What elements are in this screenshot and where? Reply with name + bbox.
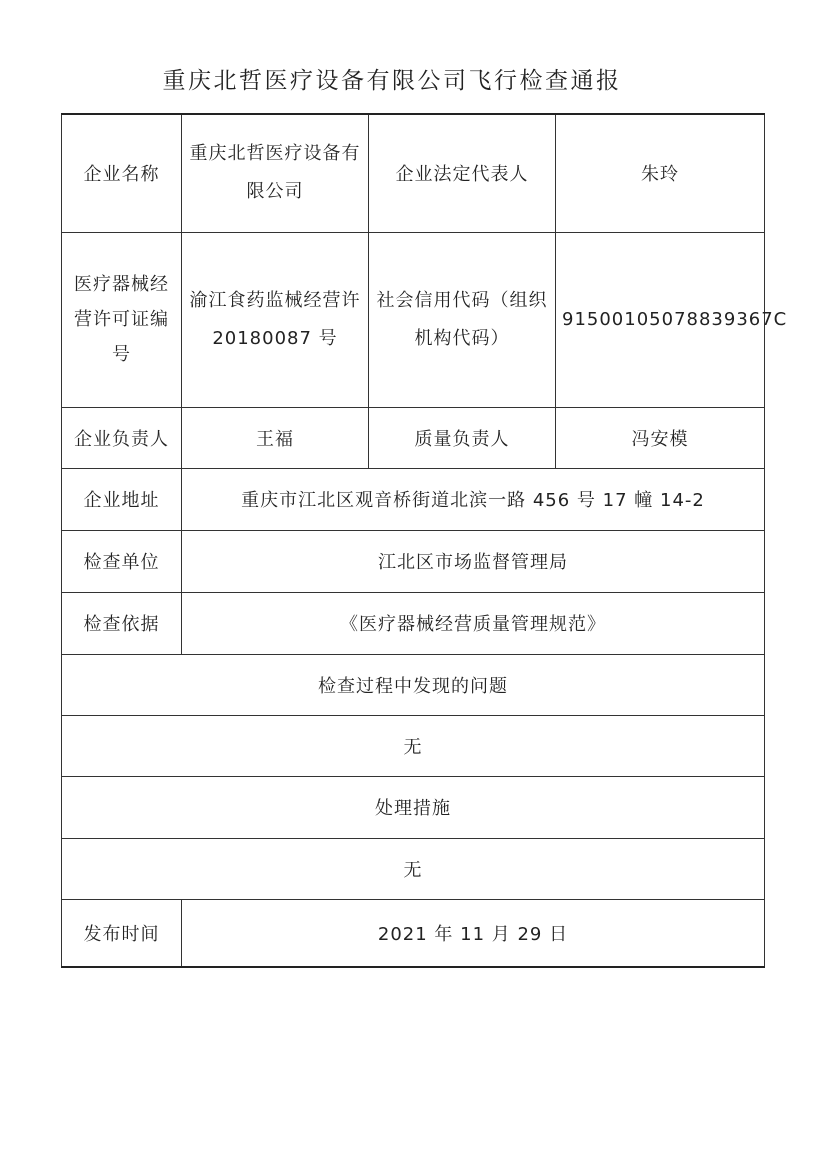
measures-heading: 处理措施	[62, 776, 765, 838]
address-label: 企业地址	[62, 468, 182, 530]
inspection-basis-label: 检查依据	[62, 592, 182, 654]
table-row	[62, 407, 765, 468]
publish-date-label: 发布时间	[62, 899, 182, 967]
responsible-person-label: 企业负责人	[62, 407, 182, 468]
quality-manager-label: 质量负责人	[369, 407, 556, 468]
credit-code-value: 91500105078839367C	[556, 232, 765, 407]
problems-value: 无	[62, 715, 765, 776]
table-row	[62, 776, 765, 838]
table-row	[62, 715, 765, 776]
company-name-label: 企业名称	[62, 114, 182, 232]
address-value: 重庆市江北区观音桥街道北滨一路 456 号 17 幢 14-2	[182, 468, 765, 530]
table-row	[62, 530, 765, 592]
legal-rep-label: 企业法定代表人	[369, 114, 556, 232]
quality-manager-value: 冯安模	[556, 407, 765, 468]
table-row	[62, 468, 765, 530]
problems-heading: 检查过程中发现的问题	[62, 654, 765, 715]
legal-rep-value: 朱玲	[556, 114, 765, 232]
table-row	[62, 232, 765, 407]
responsible-person-value: 王福	[182, 407, 369, 468]
table-row	[62, 114, 765, 232]
measures-value: 无	[62, 838, 765, 899]
table-row	[62, 899, 765, 967]
company-name-value: 重庆北哲医疗设备有限公司	[182, 114, 369, 232]
table-row	[62, 654, 765, 715]
inspection-unit-label: 检查单位	[62, 530, 182, 592]
table-row	[62, 838, 765, 899]
report-table	[61, 113, 788, 968]
publish-date-value: 2021 年 11 月 29 日	[182, 899, 765, 967]
table-row	[62, 592, 765, 654]
license-number-value: 渝江食药监械经营许 20180087 号	[182, 232, 369, 407]
inspection-basis-value: 《医疗器械经营质量管理规范》	[182, 592, 765, 654]
license-number-label: 医疗器械经营许可证编号	[62, 232, 182, 407]
credit-code-label: 社会信用代码（组织机构代码）	[369, 232, 556, 407]
inspection-unit-value: 江北区市场监督管理局	[182, 530, 765, 592]
page-title: 重庆北哲医疗设备有限公司飞行检查通报	[162, 68, 622, 94]
